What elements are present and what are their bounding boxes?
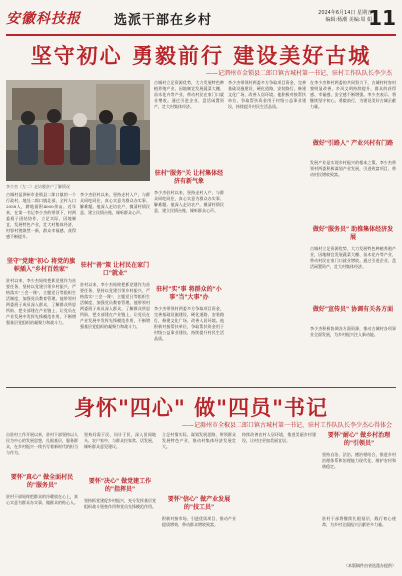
article1-subhead: ——记泗州市金锁县二郎口镇古城村第一书记、驻村工作队队长李少杰 (205, 70, 392, 77)
article2-col3: 立足村情实际，谋划发展思路，带领群众发展特色产业，推动村集体经济发展壮大。 (162, 432, 236, 449)
article2-section-head: 要怀"决心" 做党建工作的"指挥员" (88, 478, 152, 493)
article1-photo (6, 80, 150, 181)
article2-col2: 坚持问需于民、问计于民，深入田间地头、农户家中，与群众拉家常、话发展，倾听群众意见建议。 (84, 432, 156, 449)
article1-col2: 李少杰驻村以来，坚持走村入户，与群众同吃同住，真心实意为群众办实事、解难题。他深入走访农户，摸清村情民意，建立民情台账，倾听群众心声。 (80, 192, 150, 215)
article2-section-head: 要怀"真心" 做全面村民的"服务员" (10, 474, 74, 489)
article1-section-head: 驻村"善"策 让村民在家门口"就业" (80, 262, 150, 277)
article2-headline: 身怀"四心" 做"四员"书记 (73, 396, 329, 420)
article1-section-head: 驻村"实"事 将群众的"小事"当"大事"办 (156, 286, 222, 301)
issue-date: 2024年6月14日 星期五 (318, 10, 372, 16)
article1-headline: 坚守初心 勇毅前行 建设美好古城 (30, 44, 372, 68)
article1-col3-body: 李少杰驻村以来，坚持走村入户，与群众同吃同住，真心实意为群众办实事、解难题。他深入走访农户，摸清村情民意，建立民情台账，倾听群众心声。 (154, 190, 224, 213)
article1-section-head: 做好"宣传员" 协调有关各方面 (312, 306, 394, 313)
article2-subhead: ——记滁州市全椒县二郎口镇古城村第一书记、驻村工作队队长李少杰心得体会 (181, 422, 392, 429)
article1-col1-top: 古城村是泗州市金锁县二郎口镇的一个行政村，地处二郎口镇北部，全村人口2058人，耕地面积4000余亩。近年来，在第一书记李少杰的带领下，村两委班子团结协作，立足实际，因地制宜，发展特色产业，壮大村集体经济，村容村貌焕然一新，群众幸福感、获得感不断提升。 (6, 192, 76, 239)
article2-col2-body: 坚持抓党建促乡村振兴，充分发挥基层党组织战斗堡垒作用和党员先锋模范作用。 (84, 498, 156, 509)
article2-col1-body: 驻村干部始终把群众的冷暖放在心上，真心实意为群众办实事，做群众的贴心人。 (6, 494, 78, 505)
article2-section-head: 要怀"耐心" 做乡村治理的"引领员" (327, 432, 391, 447)
article1-section-head: 驻村"服务"关 让村集体经济有新气象 (154, 170, 224, 185)
article1-col4: 李少杰带领村两委多方争取项目资金，完善基础设施建设，硬化道路，安装路灯，修建文化广场，改善人居环境。他积极对接帮扶单位，争取帮扶资金用于村级公益事业建设，持续提升村民生活品质。 (228, 80, 306, 109)
article1-col2-body: 驻村以来，李少杰始终把抓党建作为首要任务，坚持以党建引领乡村振兴，严格落实"三会一课"、主题党日等组织生活制度，加强党员教育管理。他带领村两委班子成员深入群众，了解群众所思所盼，把支部建在产业链上，让党员在产业发展中发挥先锋模范作用，不断增强基层党组织的凝聚力和战斗力。 (80, 282, 150, 329)
article1-col5-top: 在李少杰和村两委的共同努力下，古城村村容村貌明显改善，乡风文明持续提升，群众的获得感、幸福感、安全感不断增强。李少杰表示，将继续坚守初心，勇毅前行，为建设美好古城贡献力量。 (310, 80, 396, 109)
article2-col4: 持续改善农村人居环境，推进美丽乡村建设，让村庄更加美丽宜居。 (242, 432, 316, 443)
editor-credits: 编辑:杨潮 美编:周 娟 (325, 17, 372, 23)
page-number: 11 (368, 6, 396, 30)
article1-col3-bottom: 李少杰带领村两委多方争取项目资金，完善基础设施建设，硬化道路，安装路灯，修建文化广场，改善人居环境。他积极对接帮扶单位，争取帮扶资金用于村级公益事业建设，持续提升村民生活品质。 (154, 306, 224, 341)
article1-col3: 古城村立足资源优势，大力发展特色种植养殖产业，因地制宜发展蔬菜大棚、苗木花卉等产业，带动村民在家门口就业增收。通过引进企业，盘活闲置资产，壮大村集体经济。 (154, 80, 224, 109)
section-divider (6, 387, 396, 388)
article1-col1-bottom: 驻村以来，李少杰始终把抓党建作为首要任务，坚持以党建引领乡村振兴，严格落实"三会一课"、主题党日等组织生活制度，加强党员教育管理。他带领村两委班子成员深入群众，了解群众所思所盼，把支部建在产业链上，让党员在产业发展中发挥先锋模范作用，不断增强基层党组织的凝聚力和战斗力。 (6, 278, 76, 325)
article2-section-head: 要怀"信心" 做产业发展的"技工员" (167, 496, 231, 511)
article2-col1: 自驻村工作开展以来，驻村干部坚持以人民为中心的发展思想，扎根基层，服务群众，在乡村振兴一线书写着新时代的担当与作为。 (6, 432, 78, 455)
issue-meta (318, 10, 372, 24)
newspaper-logo: 安徽科技报 (6, 11, 81, 27)
photo-caption: 李少杰（左二）走访脱贫户了解情况 (6, 184, 70, 189)
article2-col3-body: 积极对接市场，引进优质项目，推动产业提质增效，带动群众增收致富。 (162, 516, 236, 527)
article1-section-head: 做好"引路人" 产业兴村有门路 (312, 140, 394, 147)
article2-col4-body: 坚持自治、法治、德治相结合，推进乡村治理体系和治理能力现代化，维护农村和谐稳定。 (322, 452, 396, 469)
article1-col5-body: 古城村立足资源优势，大力发展特色种植养殖产业，因地制宜发展蔬菜大棚、苗木花卉等产业，带动村民在家门口就业增收。通过引进企业，盘活闲置资产，壮大村集体经济。 (310, 246, 396, 269)
masthead (6, 6, 396, 36)
article1-col5-bottom: 李少杰积极协调各方面资源，推动古城村各项事业全面发展，为乡村振兴注入新动能。 (310, 326, 396, 337)
column-title: 选派干部在乡村 (114, 13, 213, 28)
article1-section-head: 做好"服务员" 助推集体经济发展 (312, 226, 394, 241)
article1-section-head: 坚守"党建"初心 将党的旗帜插入"乡村百姓家" (6, 258, 76, 273)
end-note: （本版稿件由省选派办提供） (344, 563, 396, 568)
photo-illustration (6, 80, 150, 181)
article1-col5-mid: 发展产业是实现乡村振兴的根本之策。李少杰带领村两委积极谋划产业发展，引进致富项目，带动村民增收致富。 (310, 160, 396, 177)
article2-col5: 驻村干部将继续扎根基层，践行初心使命，为乡村全面振兴贡献更多力量。 (322, 516, 396, 527)
